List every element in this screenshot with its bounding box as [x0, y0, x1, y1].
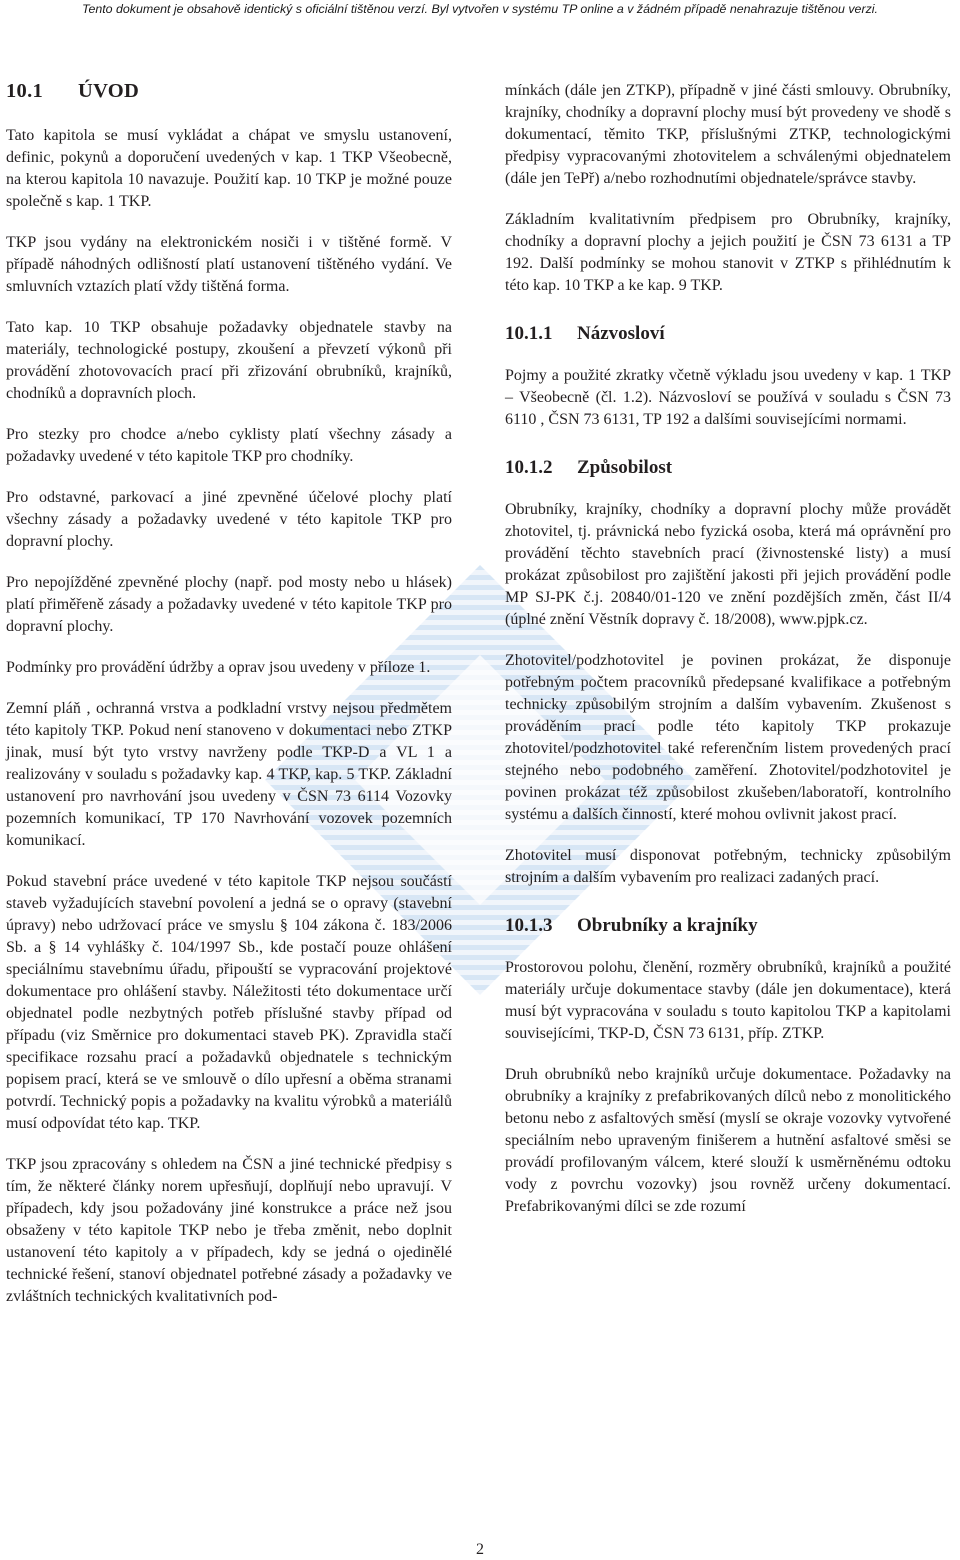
section-number: 10.1	[6, 80, 44, 102]
subsection-title: Obrubníky a krajníky	[577, 915, 758, 936]
paragraph: Tato kap. 10 TKP obsahuje požadavky objednatele stavby na materiály, technologické postupy, zkoušení a převzetí výkonů při provádění zhotovovacích prací při zřizování obrubníků, krajníků, chodníků a dopravních ploch.	[6, 319, 452, 402]
paragraph: Pojmy a použité zkratky včetně výkladu jsou uvedeny v kap. 1 TKP – Všeobecně (čl. 1.2). Názvosloví se používá v souladu s ČSN 73 6110 , ČSN 73 6131, TP 192 a dalšími souvisejícími normami.	[505, 367, 951, 428]
paragraph: Podmínky pro provádění údržby a oprav jsou uvedeny v příloze 1.	[6, 659, 431, 676]
right-column	[505, 80, 951, 1218]
subsection-heading	[505, 455, 951, 481]
paragraph: Tato kapitola se musí vykládat a chápat ve smyslu ustanovení, definic, pokynů a doporučení uvedených v kap. 1 TKP Všeobecně, na kterou kapitola 10 navazuje. Použití kap. 10 TKP je možné pouze společně s kap. 1 TKP.	[6, 127, 452, 210]
paragraph: Pokud stavební práce uvedené v této kapitole TKP nejsou součástí staveb vyžadujících stavební povolení a jedná se o opravy (stavební úpravy) nebo udržovací práce ve smyslu § 104 zákona č. 183/2006 Sb. a § 14 vyhlášky č. 104/1997 Sb., kde postačí pouze ohlášení speciálnímu stavebnímu úřadu, připouští se vypracování projektové dokumentace pro ohlášení stavby. Náležitosti této dokumentace určí objednatel podle nezbytných potřeb příslušné stavby případ od případu (viz Směrnice pro dokumentaci staveb PK). Zpravidla stačí specifikace rozsahu prací a požadavků objednatele s technickým popisem prací, která se ve smlouvě o dílo upřesní a oběma stranami potvrdí. Technický popis a požadavky na kvalitu výrobků a materiálů musí odpovídat této kap. TKP.	[6, 873, 452, 1132]
paragraph: TKP jsou zpracovány s ohledem na ČSN a jiné technické předpisy s tím, že některé články norem upřesňují, doplňují nebo upravují. V případech, kdy jsou požadovány jiné konstrukce a práce než jsou obsaženy v této kapitole TKP nebo je třeba změnit, nebo doplnit ustanovení této kapitoly a v případech, kdy se jedná o ojedinělé technické řešení, stanoví objednatel potřebné zásady a požadavky ve zvláštních technických kvalitativních pod-	[6, 1156, 452, 1305]
paragraph: Pro nepojížděné zpevněné plochy (např. pod mosty nebo u hlásek) platí přiměřeně zásady a požadavky uvedené v této kapitole TKP pro dopravní plochy.	[6, 574, 452, 635]
page-number: 2	[476, 1541, 484, 1558]
paragraph: Zemní pláň , ochranná vrstva a podkladní vrstvy nejsou předmětem této kapitoly TKP. Pokud není stanoveno v dokumentaci nebo ZTKP jinak, musí být tyto vrstvy navrženy podle TKP-D a VL 1 a realizovány v souladu s požadavky kap. 4 TKP, kap. 5 TKP. Základní ustanovení pro navrhování jsou uvedeny v ČSN 73 6114 Vozovky pozemních komunikací, TP 170 Navrhování vozovek pozemních komunikací.	[6, 700, 452, 849]
paragraph: Zhotovitel/podzhotovitel je povinen prokázat, že disponuje potřebným počtem pracovníků předepsané kvalifikace a potřebným technicky způsobilým strojním a dalším vybavením. Zkušenost s prováděním prací podle této kapitoly TKP prokazuje zhotovitel/podzhotovitel také referenčním listem provedených prací stejného nebo podobného zaměření. Zhotovitel/podzhotovitel je povinen prokázat též způsobilost zkušeben/laboratoří, kontrolního systému a dalších činností, které mohou ovlivnit jakost prací.	[505, 652, 951, 823]
paragraph: Základním kvalitativním předpisem pro Obrubníky, krajníky, chodníky a dopravní plochy a jejich použití je ČSN 73 6131 a TP 192. Další podmínky se mohou stanovit v ZTKP s přihlédnutím k této kap. 10 TKP a ke kap. 9 TKP.	[505, 211, 951, 294]
subsection-heading	[505, 913, 951, 939]
paragraph: Obrubníky, krajníky, chodníky a dopravní plochy může provádět zhotovitel, tj. právnická nebo fyzická osoba, která má oprávnění pro provádění těchto stavebních prací (živnostenské listy) a musí prokázat způsobilost pro zajištění jakosti při jejich provádění podle MP SJ-PK č.j. 20840/01-120 ve znění pozdějších změn, část II/4 (úplné znění Věstník dopravy č. 18/2008), www.pjpk.cz.	[505, 501, 951, 628]
subsection-heading	[505, 321, 951, 347]
paragraph: Pro stezky pro chodce a/nebo cyklisty platí všechny zásady a požadavky uvedené v této kapitole TKP pro chodníky.	[6, 426, 452, 465]
subsection-title: Způsobilost	[577, 457, 673, 478]
left-column	[6, 80, 452, 1308]
subsection-title: Názvosloví	[577, 323, 665, 344]
paragraph: TKP jsou vydány na elektronickém nosiči i v tištěné formě. V případě náhodných odlišností platí ustanovení tištěného vydání. Ve smluvních vztazích platí vždy tištěná forma.	[6, 234, 452, 295]
paragraph: Prostorovou polohu, členění, rozměry obrubníků, krajníků a použité materiály určuje dokumentace stavby (dále jen dokumentace), která musí být vypracována v souladu s touto kapitolou TKP a kapitolami souvisejícími, TKP-D, ČSN 73 6131, příp. ZTKP.	[505, 959, 951, 1042]
subsection-number: 10.1.3	[505, 915, 553, 936]
subsection-number: 10.1.2	[505, 457, 553, 478]
subsection-number: 10.1.1	[505, 323, 553, 344]
paragraph: mínkách (dále jen ZTKP), případně v jiné části smlouvy. Obrubníky, krajníky, chodníky a dopravní plochy musí být provedeny ve shodě s dokumentací, těmito TKP, příslušnými ZTKP, technologickými předpisy vypracovanými zhotovitelem a schválenými objednatelem (dále jen TePř) a/nebo rozhodnutími objednatele/správce stavby.	[505, 82, 951, 187]
paragraph: Druh obrubníků nebo krajníků určuje dokumentace. Požadavky na obrubníky a krajníky z prefabrikovaných dílců nebo z monolitického betonu nebo z asfaltových směsí (myslí se okraje vozovky vytvořené speciálním nebo upraveným finišerem a hutnění asfaltové směsi se provádí profilovaným válcem, které slouží k usměrněnému odtoku vody z povrchu vozovky) jsou rovněž určeny dokumentací. Prefabrikovanými dílci se zde rozumí	[505, 1066, 951, 1215]
paragraph: Zhotovitel musí disponovat potřebným, technicky způsobilým strojním a dalším vybavením pro realizaci zadaných prací.	[505, 847, 951, 886]
document-banner: Tento dokument je obsahově identický s oficiální tištěnou verzí. Byl vytvořen v systému TP online a v žádném případě nenahrazuje tištěnou verzi.	[82, 2, 878, 16]
section-heading	[6, 80, 452, 103]
paragraph: Pro odstavné, parkovací a jiné zpevněné účelové plochy platí všechny zásady a požadavky uvedené v této kapitole TKP pro dopravní plochy.	[6, 489, 452, 550]
section-title: ÚVOD	[78, 80, 140, 102]
